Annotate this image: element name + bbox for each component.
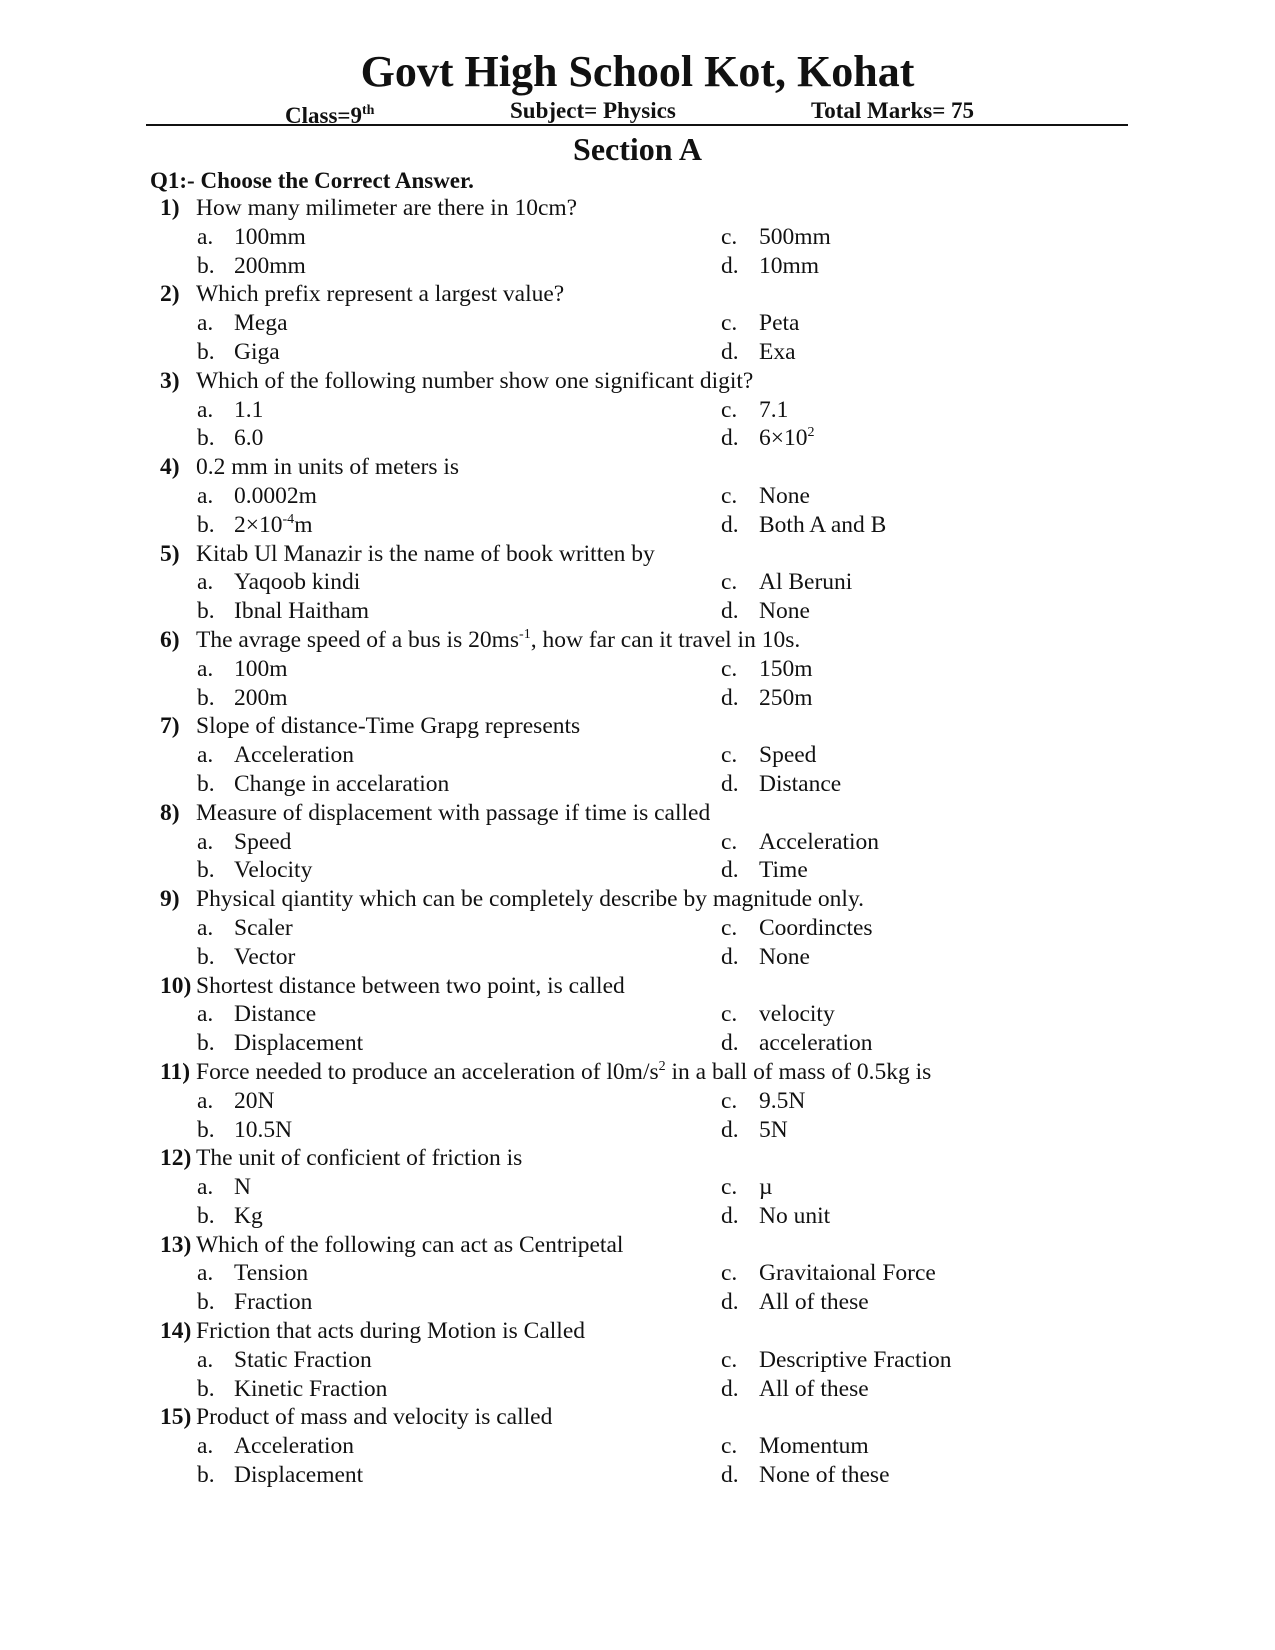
options-row: [0, 424, 1275, 453]
option-text: 150m: [759, 655, 813, 682]
option-text: Ibnal Haitham: [234, 598, 370, 625]
question-item: [0, 280, 1275, 366]
question-heading: Q1:- Choose the Correct Answer.: [150, 168, 474, 193]
option-letter: a.: [197, 1433, 214, 1460]
question-item: [0, 1058, 1275, 1144]
option-text: None: [759, 943, 810, 970]
question-text: Measure of displacement with passage if time is called: [196, 799, 711, 826]
options-row: [0, 1288, 1275, 1317]
options-row: [0, 396, 1275, 425]
question-number: 11): [160, 1058, 191, 1085]
question-number: 1): [160, 195, 180, 221]
option-letter: d.: [721, 1202, 739, 1229]
option-letter: b.: [197, 1462, 215, 1489]
option-letter: d.: [721, 338, 739, 365]
option-letter: b.: [197, 1375, 215, 1402]
option-text: Static Fraction: [234, 1346, 372, 1373]
question-row: [0, 367, 1275, 396]
option-text: Yaqoob kindi: [234, 569, 361, 596]
question-number: 5): [160, 540, 180, 567]
question-item: [0, 194, 1275, 280]
option-text: Al Beruni: [759, 569, 853, 596]
option-text: Acceleration: [759, 828, 880, 855]
header-divider: [146, 124, 1128, 126]
option-letter: a.: [197, 742, 214, 769]
question-row: [0, 712, 1275, 741]
options-row: [0, 828, 1275, 857]
options-row: [0, 568, 1275, 597]
option-letter: b.: [197, 1116, 215, 1143]
option-letter: d.: [721, 1462, 739, 1489]
option-text: 100mm: [234, 223, 306, 250]
option-text: Exa: [759, 338, 796, 365]
option-text: Peta: [759, 310, 800, 337]
option-text: 5N: [759, 1116, 788, 1143]
option-letter: a.: [197, 1260, 214, 1287]
options-row: [0, 914, 1275, 943]
option-text: Mega: [234, 310, 288, 337]
question-text: The unit of conficient of friction is: [196, 1145, 523, 1172]
option-text: 9.5N: [759, 1087, 806, 1114]
option-letter: b.: [197, 425, 215, 452]
option-letter: b.: [197, 338, 215, 365]
option-letter: d.: [721, 1375, 739, 1402]
options-row: [0, 1346, 1275, 1375]
question-row: [0, 1144, 1275, 1173]
option-letter: d.: [721, 684, 739, 711]
superscript: 2: [658, 1058, 666, 1074]
options-row: [0, 1116, 1275, 1145]
question-text: The avrage speed of a bus is $20ms^{-1}$, how far can it travel in 10s.: [196, 626, 801, 653]
question-row: [0, 1231, 1275, 1260]
superscript: -4: [282, 511, 295, 527]
option-letter: c.: [721, 482, 738, 509]
option-text: Scaler: [234, 914, 293, 941]
option-text: Kg: [234, 1202, 263, 1229]
question-text: Slope of distance-Time Grapg represents: [196, 713, 581, 740]
question-row: [0, 885, 1275, 914]
question-number: 13): [160, 1231, 192, 1258]
option-letter: c.: [721, 1001, 738, 1028]
options-row: [0, 1202, 1275, 1231]
option-text: velocity: [759, 1001, 835, 1028]
options-row: [0, 1432, 1275, 1461]
option-letter: c.: [721, 396, 738, 423]
school-title: Govt High School Kot, Kohat: [360, 47, 915, 96]
question-row: [0, 540, 1275, 569]
option-text: 0.0002m: [234, 482, 317, 509]
question-item: [0, 972, 1275, 1058]
option-text: Momentum: [759, 1433, 869, 1460]
question-number: 12): [160, 1145, 192, 1172]
option-text: $6\times 10^2$: [759, 425, 815, 452]
subject-label: Subject= Physics: [510, 98, 676, 123]
option-letter: b.: [197, 770, 215, 797]
options-row: [0, 655, 1275, 684]
option-letter: a.: [197, 396, 214, 423]
question-item: [0, 1403, 1275, 1489]
options-row: [0, 338, 1275, 367]
class-value: Class=9: [285, 103, 363, 128]
question-number: 6): [160, 626, 180, 653]
option-text: Acceleration: [234, 742, 355, 769]
options-row: [0, 684, 1275, 713]
option-text: Displacement: [234, 1462, 364, 1489]
option-letter: a.: [197, 1174, 214, 1201]
question-number: 4): [160, 454, 180, 481]
option-text: Kinetic Fraction: [234, 1375, 388, 1402]
options-row: [0, 482, 1275, 511]
question-number: 8): [160, 799, 180, 826]
question-item: [0, 712, 1275, 798]
option-letter: a.: [197, 223, 214, 250]
option-text: Descriptive Fraction: [759, 1346, 952, 1373]
question-text: Shortest distance between two point, is called: [196, 972, 625, 999]
option-letter: b.: [197, 857, 215, 884]
option-text: Speed: [234, 828, 292, 855]
option-text: Displacement: [234, 1030, 364, 1057]
question-row: [0, 280, 1275, 309]
question-item: [0, 626, 1275, 712]
options-row: [0, 223, 1275, 252]
option-text: All of these: [759, 1375, 869, 1402]
question-row: [0, 1403, 1275, 1432]
option-letter: a.: [197, 828, 214, 855]
options-row: [0, 1087, 1275, 1116]
option-text: Gravitaional Force: [759, 1260, 936, 1287]
question-text: Which of the following number show one significant digit?: [196, 367, 754, 394]
option-letter: d.: [721, 1289, 739, 1316]
options-row: [0, 741, 1275, 770]
question-text: Which of the following can act as Centripetal: [196, 1231, 624, 1258]
question-text: Friction that acts during Motion is Called: [196, 1318, 586, 1345]
option-letter: c.: [721, 1174, 738, 1201]
option-letter: b.: [197, 252, 215, 279]
options-row: [0, 856, 1275, 885]
options-row: [0, 1375, 1275, 1404]
option-letter: c.: [721, 828, 738, 855]
options-row: [0, 1000, 1275, 1029]
option-letter: c.: [721, 1260, 738, 1287]
question-list: [0, 194, 1275, 1490]
option-letter: b.: [197, 1289, 215, 1316]
question-number: 9): [160, 886, 180, 913]
option-text: No unit: [759, 1202, 831, 1229]
option-text: Velocity: [234, 857, 313, 884]
option-text: Fraction: [234, 1289, 313, 1316]
question-number: 14): [160, 1318, 192, 1345]
option-text: None: [759, 598, 810, 625]
option-letter: d.: [721, 770, 739, 797]
question-row: [0, 1058, 1275, 1087]
option-text: µ: [759, 1174, 773, 1201]
question-item: [0, 799, 1275, 885]
option-letter: c.: [721, 569, 738, 596]
option-letter: d.: [721, 598, 739, 625]
option-text: 7.1: [759, 396, 789, 423]
option-text: N: [234, 1174, 251, 1201]
option-letter: c.: [721, 310, 738, 337]
option-text: None of these: [759, 1462, 890, 1489]
question-text: Force needed to produce an acceleration of $l0m/s^2$ in a ball of mass of 0.5kg is: [196, 1058, 932, 1085]
option-letter: b.: [197, 598, 215, 625]
section-title: Section A: [573, 131, 702, 167]
option-text: 1.1: [234, 396, 264, 423]
options-row: [0, 1029, 1275, 1058]
option-letter: c.: [721, 1433, 738, 1460]
options-row: [0, 1259, 1275, 1288]
option-text: Time: [759, 857, 808, 884]
option-text: All of these: [759, 1289, 869, 1316]
option-letter: b.: [197, 1030, 215, 1057]
option-letter: a.: [197, 482, 214, 509]
options-row: [0, 511, 1275, 540]
question-item: [0, 453, 1275, 539]
option-text: Coordinctes: [759, 914, 873, 941]
question-item: [0, 1317, 1275, 1403]
option-text: Distance: [759, 770, 842, 797]
question-number: 2): [160, 281, 180, 308]
option-text: 20N: [234, 1087, 275, 1114]
options-row: [0, 597, 1275, 626]
options-row: [0, 943, 1275, 972]
question-text: Product of mass and velocity is called: [196, 1404, 553, 1431]
question-row: [0, 626, 1275, 655]
question-item: [0, 885, 1275, 971]
superscript: 2: [807, 425, 815, 441]
class-suffix: th: [362, 103, 375, 118]
option-letter: b.: [197, 943, 215, 970]
question-text: Which prefix represent a largest value?: [196, 281, 565, 308]
option-letter: a.: [197, 1346, 214, 1373]
options-row: [0, 1173, 1275, 1202]
option-text: Distance: [234, 1001, 317, 1028]
option-letter: a.: [197, 1001, 214, 1028]
option-letter: d.: [721, 252, 739, 279]
option-text: Change in accelaration: [234, 770, 450, 797]
option-letter: d.: [721, 943, 739, 970]
question-item: [0, 1144, 1275, 1230]
option-letter: b.: [197, 1202, 215, 1229]
options-row: [0, 309, 1275, 338]
option-letter: d.: [721, 1030, 739, 1057]
option-text: Tension: [234, 1260, 309, 1287]
superscript: -1: [519, 626, 531, 642]
option-text: 6.0: [234, 425, 264, 452]
options-row: [0, 770, 1275, 799]
question-row: [0, 972, 1275, 1001]
question-text: 0.2 mm in units of meters is: [196, 454, 460, 481]
option-letter: c.: [721, 914, 738, 941]
option-letter: d.: [721, 425, 739, 452]
option-text: 100m: [234, 655, 288, 682]
options-row: [0, 252, 1275, 281]
option-letter: d.: [721, 1116, 739, 1143]
option-letter: a.: [197, 310, 214, 337]
option-text: None: [759, 482, 810, 509]
question-row: [0, 799, 1275, 828]
option-letter: c.: [721, 655, 738, 682]
option-text: 10mm: [759, 252, 820, 279]
option-text: 200mm: [234, 252, 306, 279]
options-row: [0, 1461, 1275, 1490]
option-text: acceleration: [759, 1030, 873, 1057]
option-text: Both A and B: [759, 511, 887, 538]
option-letter: a.: [197, 655, 214, 682]
option-letter: a.: [197, 569, 214, 596]
question-number: 10): [160, 972, 192, 999]
option-letter: d.: [721, 511, 739, 538]
question-item: [0, 540, 1275, 626]
question-text: How many milimeter are there in 10cm?: [196, 195, 578, 221]
option-text: 250m: [759, 684, 813, 711]
option-text: 500mm: [759, 223, 831, 250]
option-text: Giga: [234, 338, 280, 365]
option-text: 200m: [234, 684, 288, 711]
option-letter: b.: [197, 511, 215, 538]
question-number: 7): [160, 713, 180, 740]
option-letter: a.: [197, 914, 214, 941]
question-row: [0, 453, 1275, 482]
question-row: [0, 1317, 1275, 1346]
question-text: Physical qiantity which can be completely describe by magnitude only.: [196, 886, 865, 913]
option-letter: c.: [721, 1346, 738, 1373]
question-item: [0, 1231, 1275, 1317]
question-number: 15): [160, 1404, 192, 1431]
question-number: 3): [160, 367, 180, 394]
question-text: Kitab Ul Manazir is the name of book written by: [196, 540, 655, 567]
option-letter: d.: [721, 857, 739, 884]
question-item: [0, 367, 1275, 453]
option-letter: c.: [721, 742, 738, 769]
option-text: Acceleration: [234, 1433, 355, 1460]
option-letter: c.: [721, 1087, 738, 1114]
option-text: Speed: [759, 742, 817, 769]
option-text: Vector: [234, 943, 296, 970]
option-text: 10.5N: [234, 1116, 293, 1143]
option-text: $2\times 10^{-4}m$: [234, 511, 313, 538]
option-letter: b.: [197, 684, 215, 711]
option-letter: c.: [721, 223, 738, 250]
question-row: [0, 194, 1275, 223]
option-letter: a.: [197, 1087, 214, 1114]
total-marks-label: Total Marks= 75: [811, 98, 975, 123]
